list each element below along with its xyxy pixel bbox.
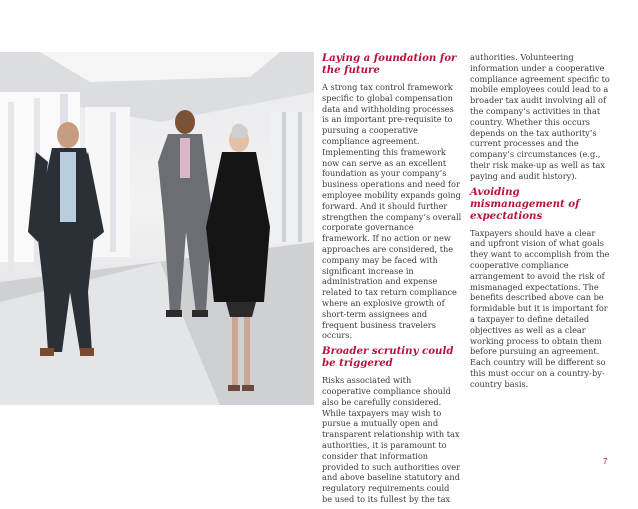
page-number: 7: [603, 457, 608, 466]
paragraph-scrutiny-continued: authorities. Volunteering information under a cooperative compliance agreement specific to mobile employees could lead to a broader tax audit involving all of the company’s activities in that country. Whether this occurs depends on the tax authority’s current processes and the company’s circumstances (e.g., their risk make-up as well as tax paying and audit history).: [470, 52, 610, 181]
paragraph-foundation: A strong tax control framework specific to global compensation data and withholding processes is an important pre-requisite to pursuing a cooperative compliance agreement. Implementing this framework now can serve as an excellent foundation as your company’s business operations and need for employee mobility expands going forward. And it should further strengthen the company’s overall corporate governance framework. If no action or new approaches are considered, the company may be faced with significant increase in administration and expense related to tax return compliance where an explosive growth of short-term assignees and frequent business travelers occurs.: [322, 82, 462, 341]
paragraph-expectations: Taxpayers should have a clear and upfront vision of what goals they want to accomplish from the cooperative compliance arrangement to avoid the risk of mismanaged expectations. The benefits described above can be formidable but it is important for a taxpayer to define detailed objectives as well as a clear working process to obtain them before pursuing an agreement. Each country will be different so this must occur on a country-by-country basis.: [470, 227, 610, 389]
section-heading-scrutiny: Broader scrutiny could be triggered: [322, 345, 454, 370]
paragraph-scrutiny: Risks associated with cooperative compliance should also be carefully considered. While taxpayers may wish to pursue a mutually open and transparent relationship with tax authorities, it is paramount to consider that information provided to such authorities over and above baseline statutory and regulatory requirements could be used to its fullest by the tax: [322, 375, 461, 504]
photo-illustration: [0, 52, 314, 405]
photo-three-professionals: [0, 52, 314, 405]
text-column-left: [322, 52, 462, 509]
section-heading-expectations: Avoiding mismanagement of expectations: [470, 185, 580, 222]
text-column-right: [470, 52, 610, 394]
section-heading-foundation: Laying a foundation for the future: [322, 52, 457, 76]
